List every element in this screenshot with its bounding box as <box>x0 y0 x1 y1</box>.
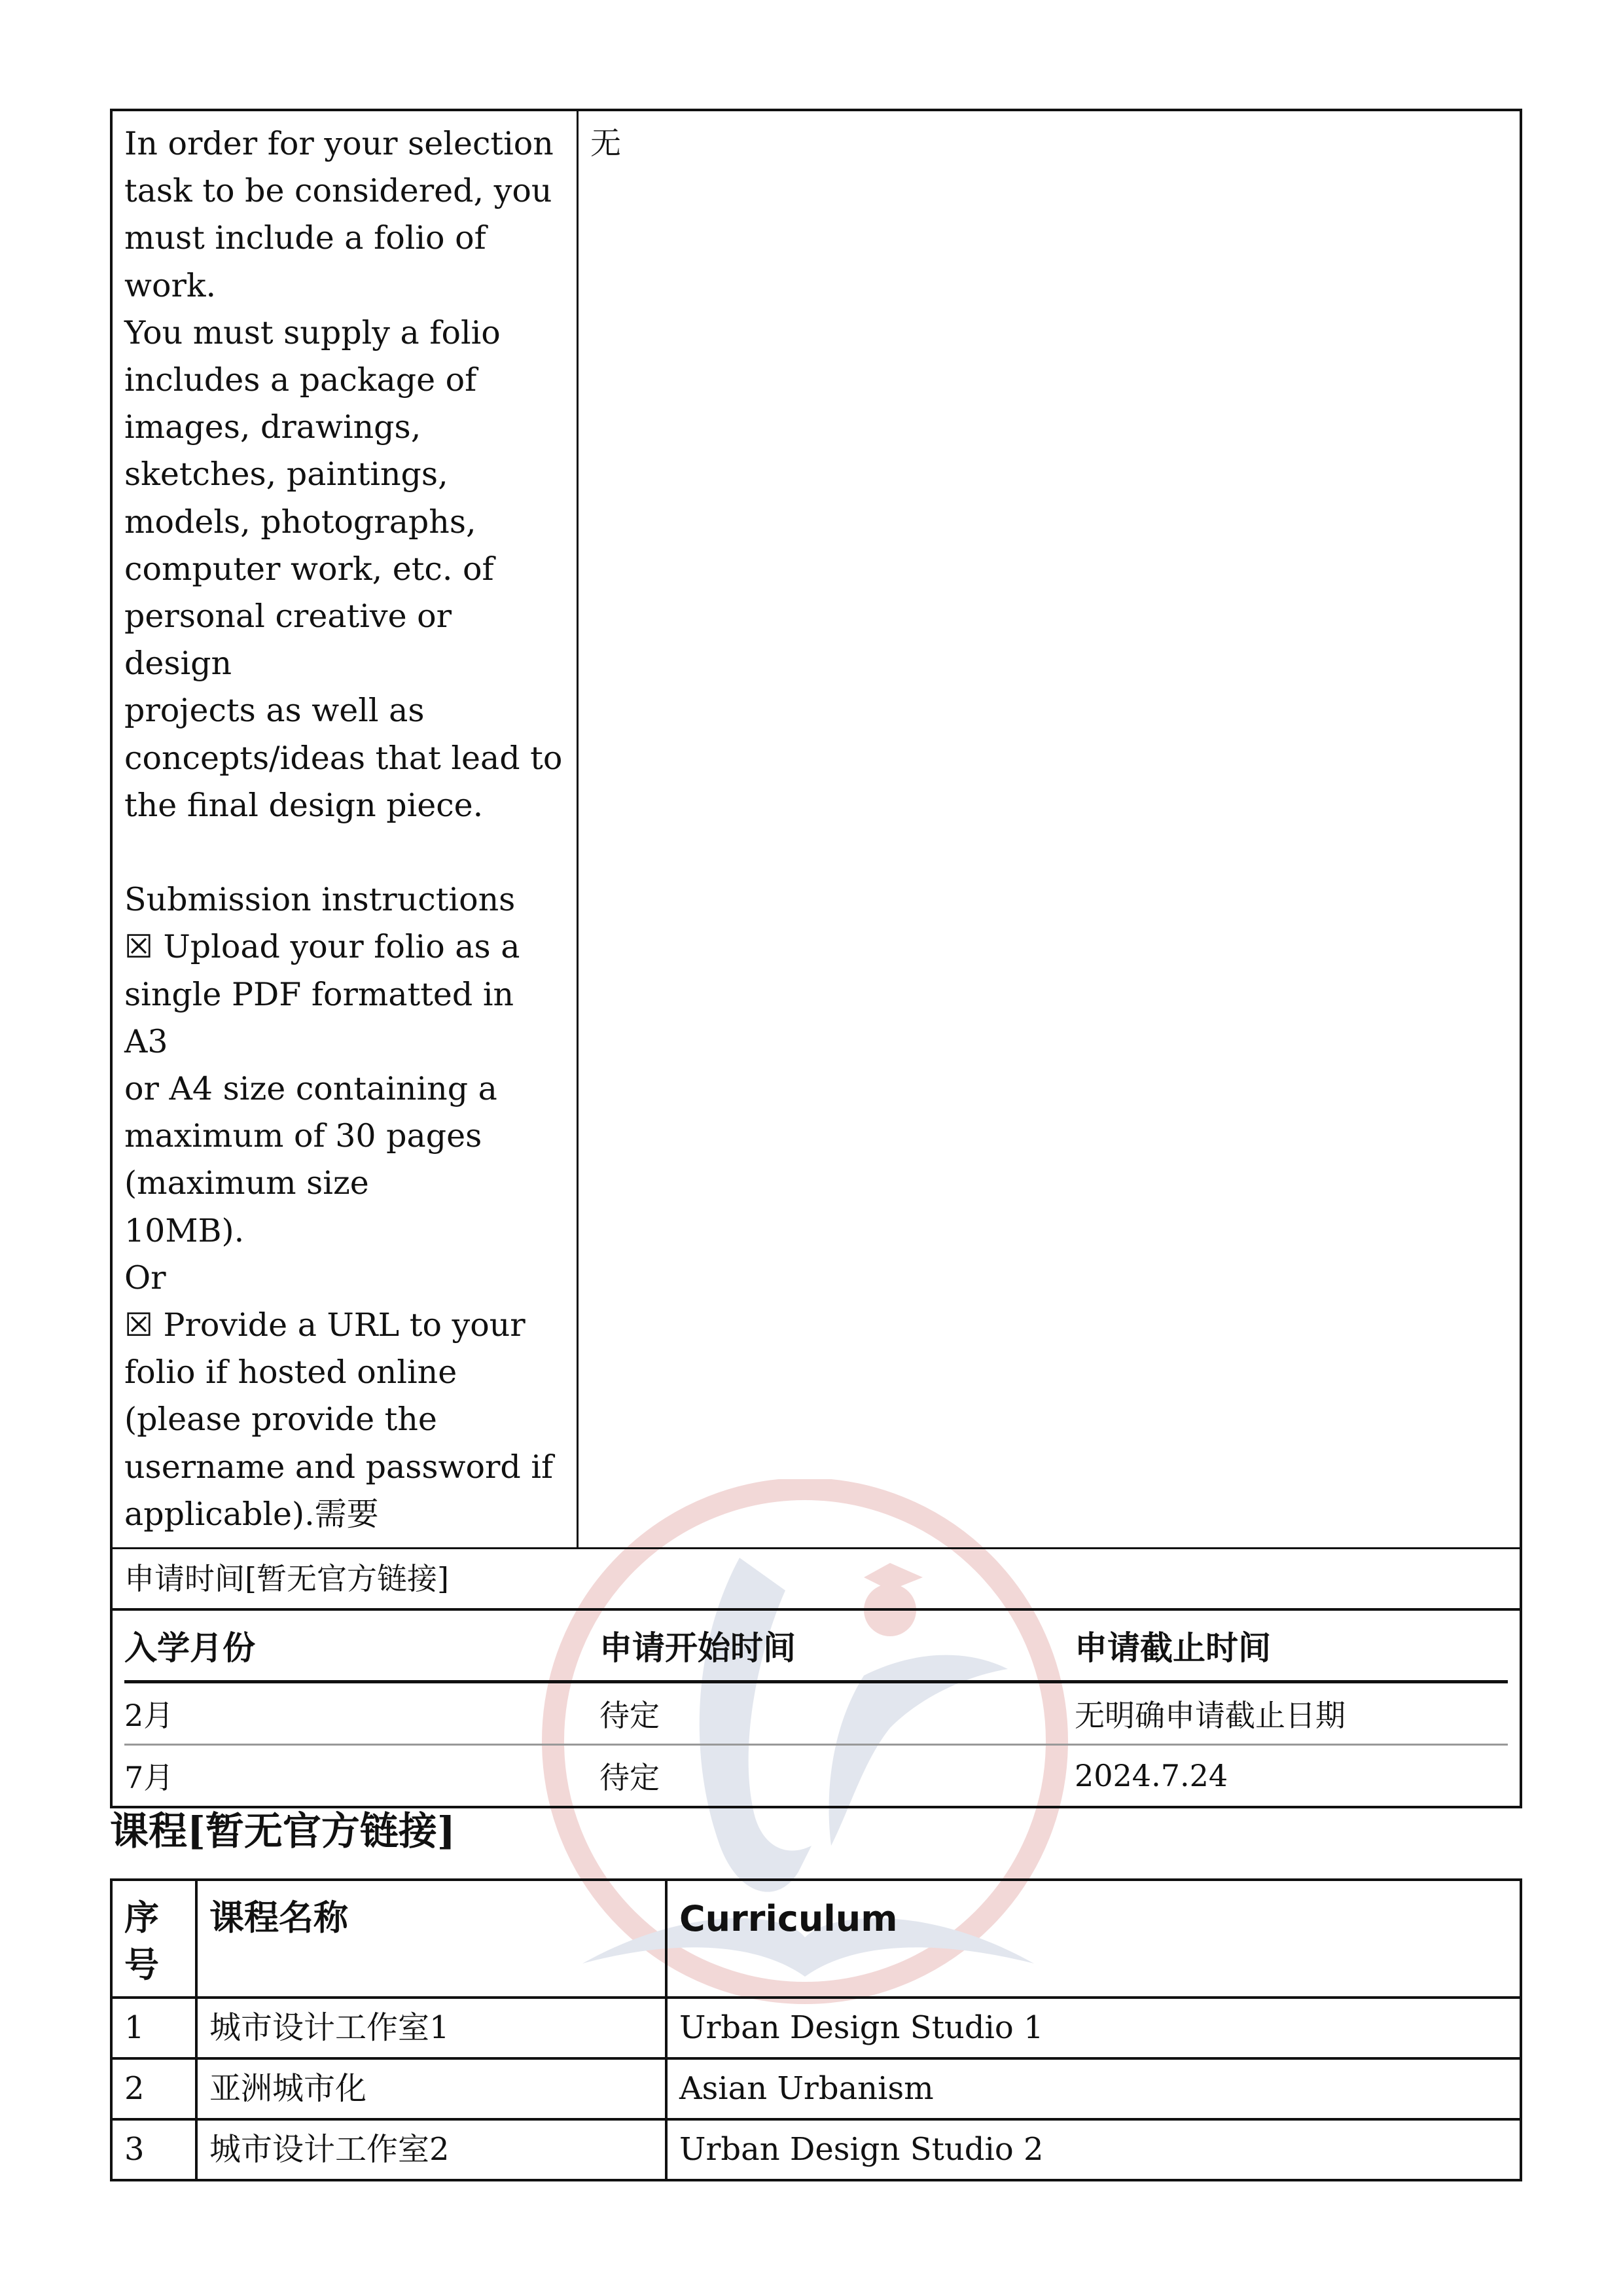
header-course-name: 课程名称 <box>196 1880 666 1998</box>
requirements-table <box>110 109 1522 1808</box>
course-name-en: Asian Urbanism <box>666 2058 1521 2119</box>
course-name-cn: 亚洲城市化 <box>196 2058 666 2119</box>
courses-table <box>110 1878 1522 2181</box>
start-time: 待定 <box>599 1760 660 1796</box>
header-index: 序 号 <box>111 1880 196 1998</box>
header-curriculum: Curriculum <box>666 1880 1521 1998</box>
table-row <box>124 1683 1508 1746</box>
courses-title: 课程[暂无官方链接] <box>110 1808 455 1854</box>
course-name-en: Urban Design Studio 2 <box>666 2119 1521 2180</box>
table-row <box>111 2119 1521 2180</box>
deadline: 无明确申请截止日期 <box>1075 1698 1346 1734</box>
portfolio-requirement-text: In order for your selection task to be considered, you must include a folio of work. You must supply a folio includes a package of images, drawings, sketches, paintings, models, photographs, computer work, etc. of personal creative or design projects as well as concepts/ideas that lead to the final design piece. Submission instructions ☒ Upload your folio as a single PDF formatted in A3 or A4 size containing a maximum of 30 pages (maximum size 10MB). Or ☒ Provide a URL to your folio if hosted online (please provide the username and password if applicable).需要 <box>113 111 579 1547</box>
intake-month: 2月 <box>124 1698 174 1734</box>
start-time: 待定 <box>599 1698 660 1734</box>
table-row <box>111 2058 1521 2119</box>
course-name-en: Urban Design Studio 1 <box>666 1998 1521 2058</box>
course-index: 3 <box>111 2119 196 2180</box>
portfolio-requirement-value: 无 <box>590 126 621 162</box>
requirements-row <box>113 111 1520 1549</box>
intake-month: 7月 <box>124 1760 174 1796</box>
table-row <box>124 1746 1508 1806</box>
course-name-cn: 城市设计工作室2 <box>196 2119 666 2180</box>
course-name-cn: 城市设计工作室1 <box>196 1998 666 2058</box>
application-time-header <box>124 1611 1508 1683</box>
application-time-table <box>113 1611 1520 1806</box>
header-start-time: 申请开始时间 <box>599 1628 796 1668</box>
course-index: 1 <box>111 1998 196 2058</box>
application-time-title: 申请时间[暂无官方链接] <box>113 1549 1520 1611</box>
courses-header-row <box>111 1880 1521 1998</box>
header-intake-month: 入学月份 <box>124 1628 255 1668</box>
course-index: 2 <box>111 2058 196 2119</box>
deadline: 2024.7.24 <box>1075 1758 1228 1794</box>
table-row <box>111 1998 1521 2058</box>
header-deadline: 申请截止时间 <box>1075 1628 1271 1668</box>
